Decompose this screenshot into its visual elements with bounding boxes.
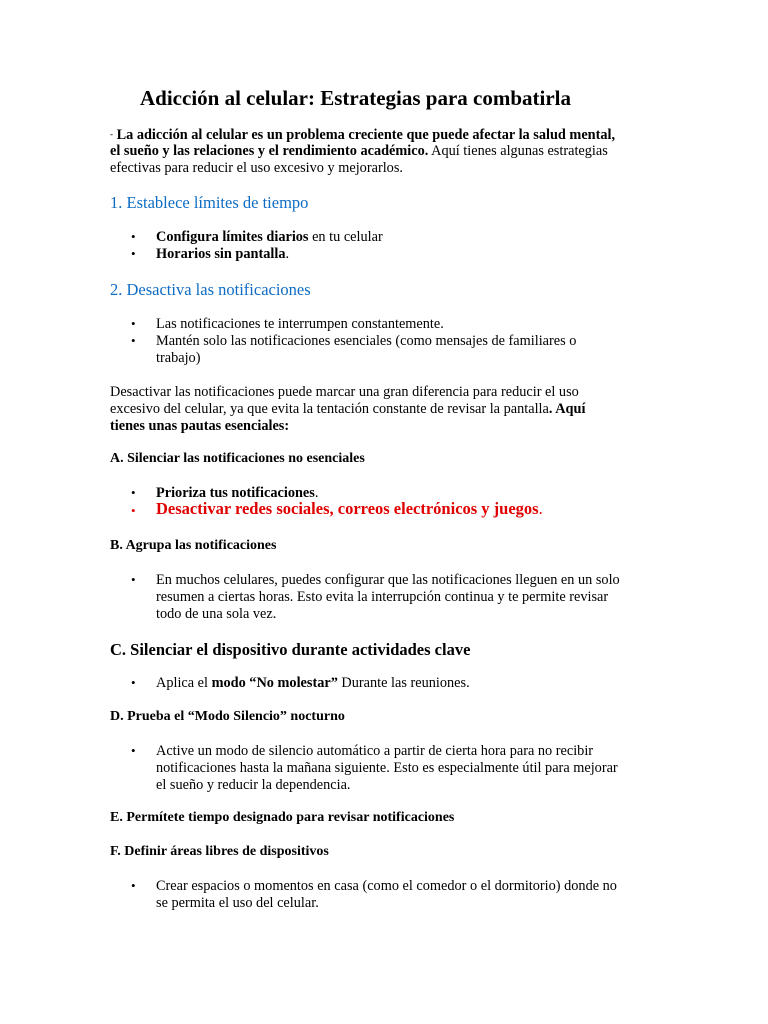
sa-item-1-rest: . xyxy=(314,485,319,501)
s1-item-1 xyxy=(156,229,383,246)
sc-item-1-pre: Aplica el xyxy=(156,675,212,691)
s2-para-line-2 xyxy=(110,401,585,418)
bullet-icon: • xyxy=(131,246,136,261)
s2-item-2-line-2: trabajo) xyxy=(156,350,201,366)
bullet-icon: • xyxy=(131,316,136,331)
sf-item-1-line-1: Crear espacios o momentos en casa (como el comedor o el dormitorio) donde no xyxy=(156,878,617,894)
s1-item-2-bold: Horarios sin pantalla xyxy=(156,246,286,262)
bullet-icon: • xyxy=(131,878,136,893)
s1-item-1-rest: en tu celular xyxy=(308,229,383,245)
sd-item-1-line-2: notificaciones hasta la mañana siguiente. Esto es especialmente útil para mejorar xyxy=(156,760,618,776)
sb-item-1-line-3: todo de una sola vez. xyxy=(156,606,277,622)
section-f-heading: F. Definir áreas libres de dispositivos xyxy=(110,844,329,859)
s2-para-line-2-text: excesivo del celular, ya que evita la tentación constante de revisar la pantalla xyxy=(110,401,549,417)
intro-rest: Aquí tienes algunas estrategias xyxy=(428,143,608,159)
sc-item-1-rest: Durante las reuniones. xyxy=(337,675,470,691)
bullet-icon: • xyxy=(131,675,136,690)
s2-item-1: Las notificaciones te interrumpen constantemente. xyxy=(156,316,444,332)
sb-item-1-line-2: resumen a ciertas horas. Esto evita la interrupción continua y te permite revisar xyxy=(156,589,609,605)
intro-bold-2: el sueño y las relaciones y el rendimiento académico. xyxy=(110,143,429,159)
section-b-heading: B. Agrupa las notificaciones xyxy=(110,538,277,553)
sb-item-1-line-1: En muchos celulares, puedes configurar que las notificaciones lleguen en un solo xyxy=(156,572,620,588)
section-a-heading: A. Silenciar las notificaciones no esenciales xyxy=(110,451,365,466)
s2-para-line-1: Desactivar las notificaciones puede marcar una gran diferencia para reducir el uso xyxy=(110,384,579,400)
s2-item-2-line-1: Mantén solo las notificaciones esenciales (como mensajes de familiares o xyxy=(156,333,577,349)
s2-para-line-2-bold: . Aquí xyxy=(548,401,586,417)
sd-item-1-line-3: el sueño y reducir la dependencia. xyxy=(156,777,351,793)
sc-item-1-bold: modo “No molestar” xyxy=(211,675,338,691)
s1-item-1-bold: Configura límites diarios xyxy=(156,229,309,245)
section-1-heading: 1. Establece límites de tiempo xyxy=(110,193,309,212)
s2-para-line-3: tienes unas pautas esenciales: xyxy=(110,418,290,434)
section-2-heading: 2. Desactiva las notificaciones xyxy=(110,280,311,299)
s1-item-2-rest: . xyxy=(285,246,290,262)
intro-dash: - xyxy=(110,129,113,139)
section-e-heading: E. Permítete tiempo designado para revisar notificaciones xyxy=(110,810,455,825)
sd-item-1-line-1: Active un modo de silencio automático a partir de cierta hora para no recibir xyxy=(156,743,594,759)
sa-item-2 xyxy=(156,500,543,519)
bullet-icon: • xyxy=(131,333,136,348)
bullet-icon: • xyxy=(131,572,136,587)
bullet-icon: • xyxy=(131,503,136,518)
bullet-icon: • xyxy=(131,485,136,500)
section-c-heading: C. Silenciar el dispositivo durante actividades clave xyxy=(110,640,471,659)
document-title: Adicción al celular: Estrategias para combatirla xyxy=(140,86,572,110)
section-d-heading: D. Prueba el “Modo Silencio” nocturno xyxy=(110,709,345,724)
intro-line-2 xyxy=(110,143,608,160)
sa-item-1-bold: Prioriza tus notificaciones xyxy=(156,485,315,501)
intro-line-1 xyxy=(110,126,615,144)
sf-item-1-line-2: se permita el uso del celular. xyxy=(156,895,319,911)
sc-item-1 xyxy=(156,675,470,692)
bullet-icon: • xyxy=(131,229,136,244)
s1-item-2 xyxy=(156,246,289,263)
intro-bold: La adicción al celular es un problema creciente que puede afectar la salud mental, xyxy=(116,127,616,143)
bullet-icon: • xyxy=(131,743,136,758)
intro-line-3: efectivas para reducir el uso excesivo y mejorarlos. xyxy=(110,160,403,176)
sa-item-2-highlight: Desactivar redes sociales, correos electrónicos y juegos xyxy=(156,499,539,518)
sa-item-2-rest: . xyxy=(538,499,543,518)
